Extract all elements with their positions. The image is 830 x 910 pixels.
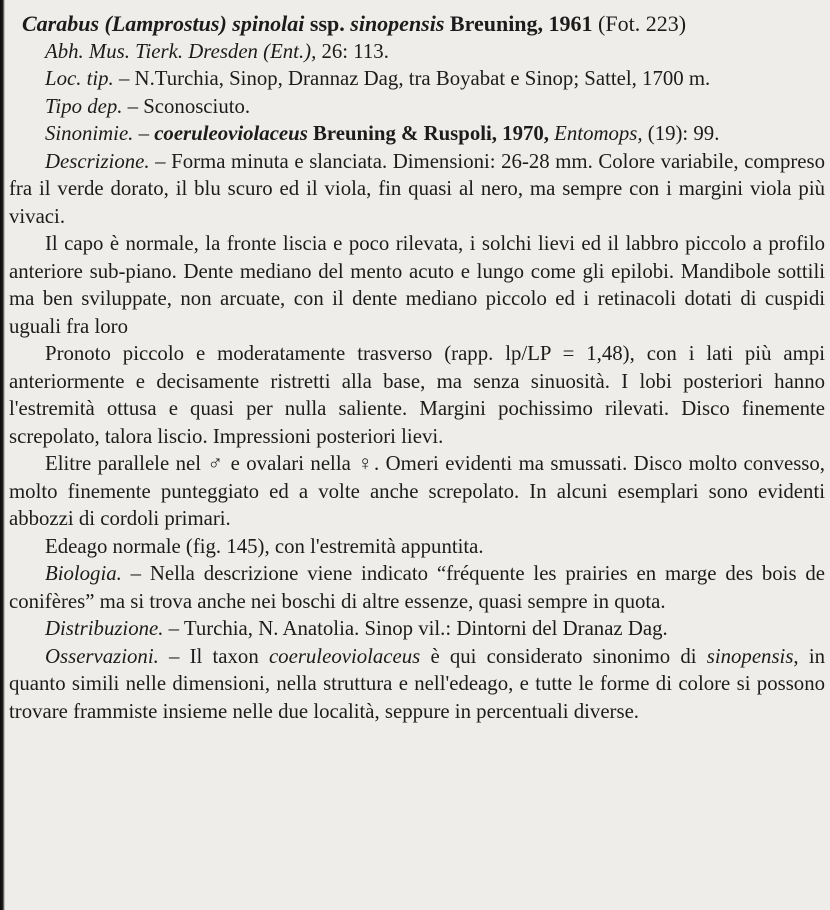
- osservazioni-taxon-synonym: coeruleoviolaceus: [268, 644, 421, 668]
- loc-tip-label: Loc. tip.: [45, 67, 114, 90]
- tipo-dep-text: – Sconosciuto.: [122, 94, 251, 118]
- sinonimie-dash: –: [133, 122, 155, 145]
- paragraph-pronoto: [9, 340, 825, 450]
- distribuzione-text: – Turchia, N. Anatolia. Sinop vil.: Dintorni del Dranaz Dag.: [163, 617, 668, 640]
- capo-text: Il capo è normale, la fronte liscia e poco rilevata, i solchi lievi ed il labbro piccolo a profilo anteriore sub-piano. Dente mediano del mento acuto e lungo come gli epilobi. Mandibole sottili ma ben sviluppate, non arcuate, con il dente mediano piccolo ed i retinacoli dotati di cuspidi uguali fra loro: [9, 232, 825, 338]
- osservazioni-post: , in quanto simili nelle dimensioni, nella struttura e nell'edeago, e tutte le forme di colore si possono trovare frammiste insieme nelle due località, seppure in percentuali diverse.: [9, 644, 826, 723]
- osservazioni-pre: – Il taxon: [158, 644, 269, 668]
- edeago-text: Edeago normale (fig. 145), con l'estremità appuntita.: [45, 534, 484, 558]
- paragraph-edeago: [9, 533, 825, 561]
- paragraph-tipo-dep: [9, 93, 825, 121]
- heading-ssp-label: ssp.: [304, 11, 351, 36]
- sinonimie-authors: Breuning & Ruspoli, 1970,: [307, 122, 549, 145]
- reference-journal: Abh. Mus. Tierk. Dresden (Ent.),: [45, 39, 317, 63]
- paragraph-elitre: [9, 450, 825, 533]
- elitre-text: Elitre parallele nel ♂ e ovalari nella ♀. Omeri evidenti ma smussati. Disco molto convesso, molto finemente punteggiato ed a volte anche screpolato. In alcuni esemplari sono evidenti abbozzi di cordoli primari.: [9, 452, 825, 530]
- species-heading: [9, 10, 825, 38]
- descrizione-label: Descrizione.: [45, 149, 150, 173]
- osservazioni-label: Osservazioni.: [45, 644, 159, 668]
- biologia-text: – Nella descrizione viene indicato “fréquente les prairies en marge des bois de conifères” ma si trova anche nei boschi di altre essenze, quasi sempre in quota.: [9, 562, 825, 613]
- loc-tip-text: – N.Turchia, Sinop, Drannaz Dag, tra Boyabat e Sinop; Sattel, 1700 m.: [113, 67, 711, 90]
- paragraph-biologia: [9, 560, 825, 615]
- osservazioni-mid: è qui considerato sinonimo di: [420, 644, 707, 668]
- paragraph-descrizione: [9, 148, 825, 231]
- sinonimie-issue-page: (19): 99.: [642, 122, 720, 145]
- heading-subspecies: sinopensis: [350, 11, 445, 36]
- paragraph-distribuzione: [9, 615, 825, 643]
- descrizione-text: – Forma minuta e slanciata. Dimensioni: 26-28 mm. Colore variabile, compreso fra il verde dorato, il blu scuro ed il viola, fin quasi al nero, ma sempre con i margini viola più vivaci.: [9, 149, 825, 228]
- heading-genus-species: Carabus (Lamprostus) spinolai: [22, 11, 305, 36]
- pronoto-text: Pronoto piccolo e moderatamente trasverso (rapp. lp/LP = 1,48), con i lati più ampi anteriormente e decisamente ristretti alla base, ma senza sinuosità. I lobi posteriori hanno l'estremità ottusa e quasi per nulla saliente. Margini pochissimo rilevati. Disco finemente screpolato, talora liscio. Impressioni posteriori lievi.: [9, 342, 825, 448]
- bibliographic-reference: [9, 38, 825, 66]
- tipo-dep-label: Tipo dep.: [45, 94, 123, 118]
- paragraph-osservazioni: [9, 643, 825, 726]
- heading-photo-ref: (Fot. 223): [598, 11, 687, 36]
- sinonimie-label: Sinonimie.: [45, 122, 134, 145]
- osservazioni-taxon-valid: sinopensis: [706, 644, 794, 668]
- sinonimie-journal: Entomops,: [548, 122, 643, 145]
- heading-author-year: Breuning, 1961: [444, 11, 599, 36]
- distribuzione-label: Distribuzione.: [45, 617, 164, 640]
- paragraph-capo: [9, 230, 825, 340]
- sinonimie-synonym: coeruleoviolaceus: [154, 122, 308, 145]
- reference-volume-page: 26: 113.: [316, 39, 389, 63]
- paragraph-loc-tip: [9, 65, 825, 93]
- biologia-label: Biologia.: [45, 562, 122, 585]
- scan-edge-artifact: [0, 0, 5, 910]
- paragraph-sinonimie: [9, 120, 825, 148]
